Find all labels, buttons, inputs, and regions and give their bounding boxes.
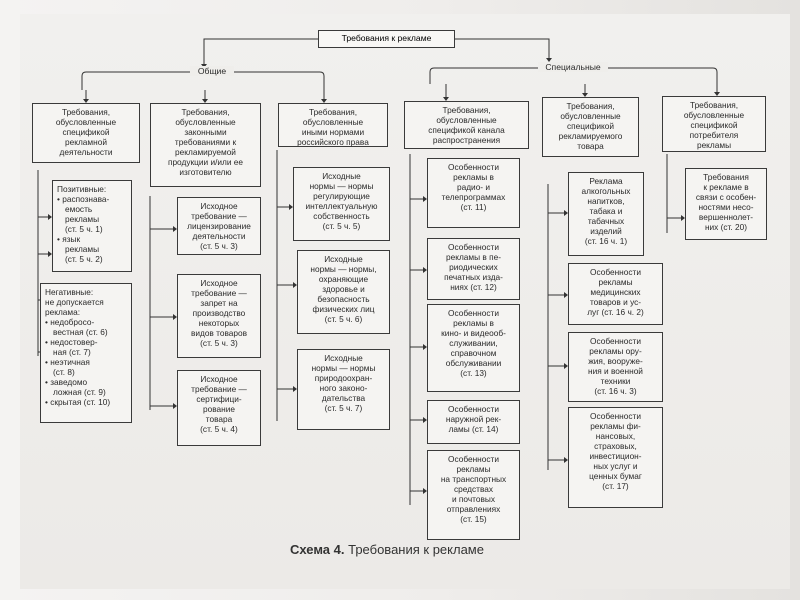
col5-box-1-line: (ст. 16 ч. 1) [584, 236, 628, 246]
col5-box-2-line: товаров и ус- [589, 297, 642, 307]
col3-box-3-line: природоохран- [314, 373, 373, 383]
header-col1-line: спецификой [62, 127, 110, 137]
col3-box-2-line: здоровье и [322, 284, 365, 294]
positive-requirements-line: рекламы [65, 244, 100, 254]
header-col3-line: Требования, [308, 107, 358, 117]
col2-box-3-line: (ст. 5 ч. 4) [200, 424, 238, 434]
col4-box-4-line: наружной рек- [445, 414, 502, 424]
col4-box-3 [427, 304, 520, 392]
header-col1-line: обусловленные [55, 117, 117, 127]
col5-box-3-line: Особенности [590, 336, 641, 346]
negative-requirements-line: • неэтичная [45, 357, 90, 367]
col3-box-2-line: (ст. 5 ч. 6) [324, 314, 363, 324]
header-col2-line: обусловленные [175, 117, 236, 127]
col2-box-1-line: (ст. 5 ч. 3) [200, 241, 238, 251]
group-label-general: Общие [190, 66, 234, 76]
col5-box-3-line: (ст. 16 ч. 3) [594, 386, 637, 396]
col4-box-4-line: ламы (ст. 14) [448, 424, 499, 434]
col4-box-5-line: средствах [453, 484, 494, 494]
col4-box-4 [427, 400, 520, 444]
col4-box-4-line: Особенности [448, 404, 499, 414]
negative-requirements-line: ложная (ст. 9) [53, 387, 106, 397]
col5-box-2 [568, 263, 663, 325]
col4-box-5 [427, 450, 520, 540]
col6-box-1-line: связи с особен- [695, 192, 757, 202]
header-col4-line: Требования, [442, 105, 491, 115]
header-col3 [278, 103, 388, 147]
col2-box-2 [177, 274, 261, 358]
col4-box-3-line: обслуживании [445, 358, 502, 368]
col2-box-3-line: сертифици- [196, 394, 242, 404]
col2-box-2-line: (ст. 5 ч. 3) [200, 338, 238, 348]
positive-requirements-line: • язык [57, 234, 81, 244]
negative-requirements-line: • недостовер- [45, 337, 98, 347]
col2-box-2-line: видов товаров [190, 328, 248, 338]
col2-box-3 [177, 370, 261, 446]
col4-box-3-line: служивании, [449, 338, 498, 348]
diagram-title: Требования к рекламе [318, 30, 455, 48]
col4-box-5-line: отправлениях [446, 504, 501, 514]
header-col2-line: рекламируемой [175, 147, 236, 157]
col2-box-2-line: производство [192, 308, 246, 318]
negative-requirements-line: реклама: [45, 307, 81, 317]
col5-box-4 [568, 407, 663, 508]
col4-box-5-line: на транспортных [440, 474, 507, 484]
negative-requirements-line: Негативные: [45, 287, 94, 297]
col4-box-2 [427, 238, 520, 300]
col5-box-1-line: алкогольных [581, 186, 631, 196]
header-col2-line: изготовителю [179, 167, 232, 177]
col5-box-3-line: жия, вооруже- [588, 356, 643, 366]
col6-box-1-line: ностями несо- [698, 202, 754, 212]
col3-box-3 [297, 349, 390, 430]
col2-box-2-line: запрет на [200, 298, 238, 308]
negative-requirements-line: вестная (ст. 6) [53, 327, 108, 337]
header-col1-line: Требования, [61, 107, 111, 117]
header-col5-line: товара [577, 141, 604, 151]
diagram-caption [290, 542, 484, 557]
header-col1-line: деятельности [59, 147, 113, 157]
col3-box-3-line: ного законо- [319, 383, 368, 393]
col5-box-4-line: рекламы фи- [590, 421, 641, 431]
col3-box-2 [297, 250, 390, 334]
header-col5-line: рекламируемого [558, 131, 623, 141]
col4-box-2-line: печатных изда- [444, 272, 503, 282]
col3-box-1-line: Исходные [322, 171, 361, 181]
col5-box-3-line: техники [600, 376, 631, 386]
positive-requirements-line: (ст. 5 ч. 1) [65, 224, 103, 234]
caption-text: Требования к рекламе [348, 542, 484, 557]
header-col5-line: Требования, [566, 101, 615, 111]
col6-box-1-line: вершеннолет- [698, 212, 754, 222]
col2-box-3-line: Исходное [200, 374, 238, 384]
col5-box-4-line: нансовых, [595, 431, 636, 441]
header-col3-line: обусловленные [302, 117, 364, 127]
col2-box-1-line: Исходное [200, 201, 238, 211]
positive-requirements-line: (ст. 5 ч. 2) [65, 254, 103, 264]
col3-box-2-line: охраняющие [318, 274, 369, 284]
col6-box-1-line: Требования [703, 172, 749, 182]
col2-box-2-line: Исходное [200, 278, 238, 288]
col5-box-2-line: Особенности [590, 267, 641, 277]
col5-box-4-line: инвестицион- [589, 451, 642, 461]
col2-box-3-line: товара [205, 414, 233, 424]
header-col4-line: распространения [432, 135, 501, 145]
col5-box-1-line: напитков, [587, 196, 625, 206]
col4-box-1 [427, 158, 520, 228]
col4-box-2-line: рекламы в пе- [446, 252, 501, 262]
header-col3-line: иными нормами [301, 127, 365, 137]
col3-box-2-line: Исходные [324, 254, 363, 264]
col5-box-1-line: табака и [589, 206, 623, 216]
group-label-special: Специальные [538, 62, 608, 72]
col2-box-3-line: рование [203, 404, 235, 414]
col4-box-2-line: риодических [449, 262, 498, 272]
col5-box-1-line: Реклама [589, 176, 623, 186]
positive-requirements-line: Позитивные: [57, 184, 107, 194]
col4-box-1-line: Особенности [448, 162, 499, 172]
col4-box-1-line: (ст. 11) [460, 202, 487, 212]
col5-box-1 [568, 172, 644, 256]
col3-box-3-line: Исходные [324, 353, 363, 363]
col4-box-5-line: рекламы [456, 464, 491, 474]
col3-box-1-line: регулирующие [313, 191, 370, 201]
header-col5 [542, 97, 639, 157]
col5-box-3 [568, 332, 663, 402]
header-col6-line: потребителя [689, 130, 739, 140]
header-col6 [662, 96, 766, 152]
header-col4-line: обусловленные [436, 115, 497, 125]
header-col1 [32, 103, 140, 163]
header-col6-line: обусловленные [683, 110, 745, 120]
col4-box-5-line: (ст. 15) [460, 514, 487, 524]
col4-box-2-line: ниях (ст. 12) [450, 282, 497, 292]
header-col4 [404, 101, 529, 149]
col5-box-1-line: изделий [590, 226, 622, 236]
caption-label: Схема 4. [290, 542, 345, 557]
col4-box-3-line: (ст. 13) [460, 368, 487, 378]
col4-box-1-line: радио- и [456, 182, 491, 192]
col3-box-2-line: нормы — нормы, [310, 264, 377, 274]
col3-box-2-line: физических лиц [312, 304, 375, 314]
col5-box-1-line: табачных [587, 216, 625, 226]
col4-box-5-line: и почтовых [451, 494, 496, 504]
header-col2 [150, 103, 261, 187]
header-col2-line: требованиями к [174, 137, 237, 147]
col4-box-3-line: кино- и видеооб- [441, 328, 506, 338]
col4-box-5-line: Особенности [448, 454, 499, 464]
header-col1-line: рекламной [65, 137, 107, 147]
col4-box-1-line: рекламы в [453, 172, 494, 182]
col6-box-1-line: них (ст. 20) [704, 222, 748, 232]
positive-requirements-line: емость [65, 204, 93, 214]
col3-box-1-line: нормы — нормы [309, 181, 374, 191]
col3-box-1-line: собственность [313, 211, 370, 221]
col5-box-4-line: (ст. 17) [602, 481, 629, 491]
col3-box-3-line: дательства [321, 393, 366, 403]
header-col2-line: продукции и/или ее [167, 157, 244, 167]
col5-box-3-line: ния и военной [588, 366, 643, 376]
col6-box-1-line: к рекламе в [703, 182, 749, 192]
col4-box-2-line: Особенности [448, 242, 499, 252]
positive-requirements [52, 180, 132, 272]
header-col2-line: законными [184, 127, 227, 137]
col4-box-3-line: Особенности [448, 308, 499, 318]
col2-box-2-line: требование — [191, 288, 247, 298]
col2-box-3-line: требование — [191, 384, 247, 394]
col4-box-3-line: рекламы в [453, 318, 494, 328]
col5-box-2-line: медицинских [590, 287, 641, 297]
col3-box-2-line: безопасность [317, 294, 370, 304]
col5-box-4-line: страховых, [594, 441, 637, 451]
col2-box-2-line: некоторых [198, 318, 240, 328]
header-col3-line: российского права [297, 137, 369, 147]
col6-box-1 [685, 168, 767, 240]
header-col6-line: рекламы [696, 140, 732, 150]
col5-box-3-line: рекламы ору- [589, 346, 642, 356]
col2-box-1 [177, 197, 261, 255]
col2-box-1-line: деятельности [192, 231, 246, 241]
positive-requirements-line: • распознава- [57, 194, 110, 204]
negative-requirements-line: ная (ст. 7) [53, 347, 91, 357]
col2-box-1-line: лицензирование [187, 221, 251, 231]
col3-box-3-line: (ст. 5 ч. 7) [324, 403, 363, 413]
col2-box-1-line: требование — [191, 211, 247, 221]
col3-box-1-line: интеллектуальную [305, 201, 378, 211]
positive-requirements-line: рекламы [65, 214, 100, 224]
col3-box-3-line: нормы — нормы [311, 363, 376, 373]
col3-box-1-line: (ст. 5 ч. 5) [322, 221, 361, 231]
header-col4-line: спецификой канала [428, 125, 505, 135]
negative-requirements-line: не допускается [45, 297, 104, 307]
negative-requirements [40, 283, 132, 423]
col4-box-3-line: справочном [450, 348, 497, 358]
header-col6-line: спецификой [690, 120, 738, 130]
col5-box-4-line: ных услуг и [593, 461, 638, 471]
col5-box-2-line: луг (ст. 16 ч. 2) [587, 307, 644, 317]
col3-box-1 [293, 167, 390, 241]
col5-box-2-line: рекламы [598, 277, 633, 287]
header-col2-line: Требования, [181, 107, 230, 117]
header-col6-line: Требования, [689, 100, 739, 110]
col5-box-4-line: ценных бумаг [589, 471, 642, 481]
negative-requirements-line: • недобросо- [45, 317, 95, 327]
negative-requirements-line: • скрытая (ст. 10) [45, 397, 111, 407]
negative-requirements-line: (ст. 8) [53, 367, 75, 377]
col5-box-4-line: Особенности [590, 411, 641, 421]
negative-requirements-line: • заведомо [45, 377, 88, 387]
header-col5-line: спецификой [566, 121, 615, 131]
col4-box-1-line: телепрограммах [441, 192, 506, 202]
header-col5-line: обусловленные [560, 111, 621, 121]
